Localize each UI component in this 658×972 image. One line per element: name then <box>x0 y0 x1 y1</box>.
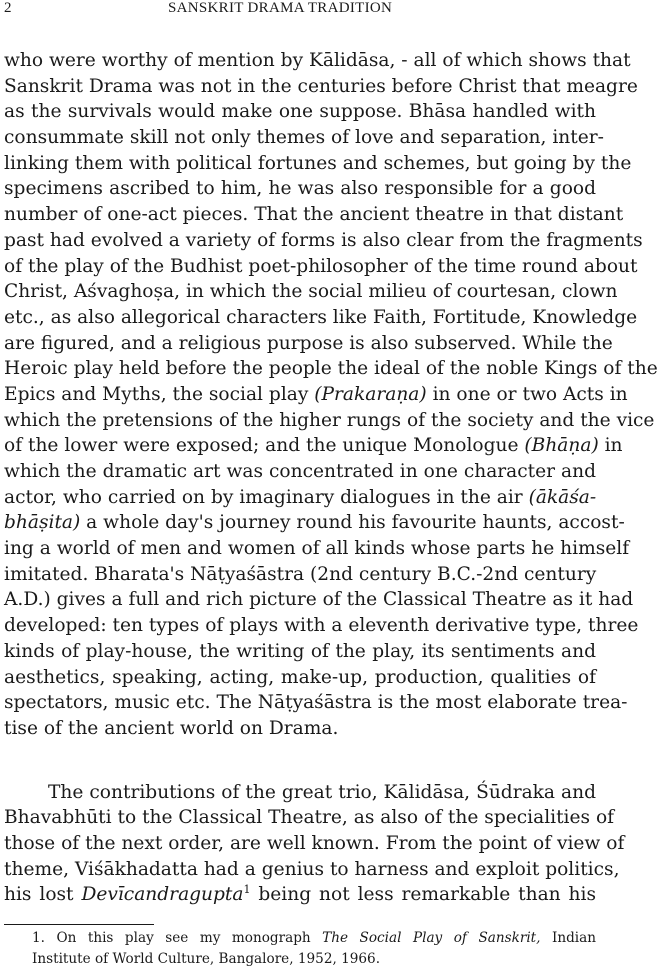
text-run: being not less remarkable than his <box>250 884 596 906</box>
term-prakarana: (Prakaraṇa) <box>314 383 427 405</box>
text-line: specimens ascribed to him, he was also responsible for a good <box>4 178 596 200</box>
text-line: spectators, music etc. The Nāṭyaśāstra is the most elaborate trea- <box>4 692 628 714</box>
text-line: Christ, Aśvaghoṣa, in which the social milieu of courtesan, clown <box>4 281 618 303</box>
text-run: in <box>598 435 623 457</box>
text-line: imitated. Bharata's Nāṭyaśāstra (2nd century B.C.-2nd century <box>4 563 597 585</box>
footnotes <box>4 928 596 970</box>
text-run: actor, who carried on by imaginary dialogues in the air <box>4 486 529 508</box>
page-header <box>0 0 600 22</box>
text-line <box>4 882 596 908</box>
footnote-ref[interactable]: 1 <box>243 883 251 897</box>
text-line: kinds of play-house, the writing of the play, its sentiments and <box>4 640 596 662</box>
term-devicandragupta: Devīcandragupta <box>81 884 244 906</box>
text-run: 1. On this play see my monograph <box>32 930 323 946</box>
text-line <box>4 485 596 511</box>
text-line: which the pretensions of the higher rungs of the society and the vice <box>4 409 655 431</box>
text-line: tise of the ancient world on Drama. <box>4 717 339 739</box>
text-line: those of the next order, are well known. From the point of view of <box>4 832 625 854</box>
text-line: Heroic play held before the people the ideal of the noble Kings of the <box>4 358 658 380</box>
footnote-line: Institute of World Culture, Bangalore, 1952, 1966. <box>32 951 381 967</box>
text-line: number of one-act pieces. That the ancient theatre in that distant <box>4 204 624 226</box>
running-title: SANSKRIT DRAMA TRADITION <box>168 0 393 16</box>
text-line: which the dramatic art was concentrated in one character and <box>4 461 596 482</box>
term-bhana: (Bhāṇa) <box>524 435 599 457</box>
paragraph-2 <box>4 780 625 908</box>
text-line <box>4 382 628 408</box>
footnote-divider <box>4 924 154 925</box>
text-line: of the play of the Budhist poet-philosopher of the time round about <box>4 255 638 277</box>
text-line: ing a world of men and women of all kinds whose parts he himself <box>4 538 630 560</box>
text-line: theme, Viśākhadatta had a genius to harness and exploit politics, <box>4 858 620 880</box>
text-line: are figured, and a religious purpose is also subserved. While the <box>4 332 613 354</box>
term-bhasita: bhāṣita) <box>4 512 81 534</box>
text-line: Bhavabhūti to the Classical Theatre, as also of the specialities of <box>4 807 615 829</box>
text-line: etc., as also allegorical characters like Faith, Fortitude, Knowledge <box>4 306 638 328</box>
body-text <box>4 48 658 908</box>
text-line: as the survivals would make one suppose. Bhāsa handled with <box>4 101 596 123</box>
text-line: past had evolved a variety of forms is also clear from the fragments <box>4 229 643 251</box>
text-run: his lost <box>4 884 82 906</box>
text-line: The contributions of the great trio, Kālidāsa, Śūdraka and <box>48 781 596 803</box>
text-run: in one or two Acts in <box>426 383 628 405</box>
text-line: aesthetics, speaking, acting, make-up, production, qualities of <box>4 666 596 688</box>
text-run: Epics and Myths, the social play <box>4 383 315 405</box>
page-number: 2 <box>4 0 12 16</box>
footnote-line <box>4 928 596 949</box>
footnote-book-title: The Social Play of Sanskrit, <box>322 930 541 946</box>
text-run: a whole day's journey round his favourite haunts, accost- <box>80 512 625 534</box>
text-line: linking them with political fortunes and schemes, but going by the <box>4 152 632 174</box>
text-line: Sanskrit Drama was not in the centuries before Christ that meagre <box>4 75 638 97</box>
text-line: who were worthy of mention by Kālidāsa, - all of which shows that <box>4 50 631 71</box>
text-run: of the lower were exposed; and the unique Monologue <box>4 435 525 457</box>
text-line <box>4 433 623 459</box>
paragraph-1 <box>4 48 658 742</box>
text-line: consummate skill not only themes of love and separation, inter- <box>4 127 604 149</box>
text-line <box>4 510 625 536</box>
text-run: Indian <box>540 930 597 946</box>
text-line: developed: ten types of plays with a eleventh derivative type, three <box>4 615 639 637</box>
term-akasa: (ākāśa- <box>528 486 597 508</box>
paragraph-gap <box>4 742 596 780</box>
text-line: A.D.) gives a full and rich picture of the Classical Theatre as it had <box>4 589 634 611</box>
